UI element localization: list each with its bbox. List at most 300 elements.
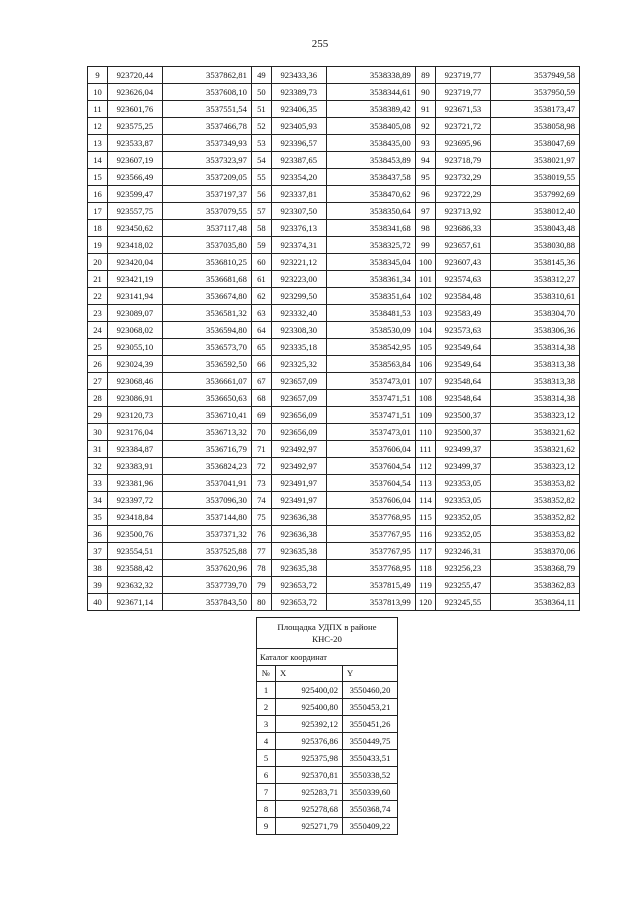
catalog-x-cell: 925271,79 <box>276 818 343 835</box>
y-value-cell: 3538313,38 <box>490 373 579 390</box>
y-value-cell: 3537473,01 <box>326 424 415 441</box>
point-number-cell: 80 <box>251 594 271 611</box>
x-value-cell: 923384,87 <box>108 441 163 458</box>
y-value-cell: 3537604,54 <box>326 458 415 475</box>
table-row <box>88 577 580 594</box>
catalog-y-cell: 3550451,26 <box>343 716 398 733</box>
y-value-cell: 3538306,36 <box>490 322 579 339</box>
point-number-cell: 37 <box>88 543 108 560</box>
x-value-cell: 923653,72 <box>271 594 326 611</box>
table-row <box>88 492 580 509</box>
catalog-title-row <box>257 618 398 649</box>
x-value-cell: 923657,09 <box>271 373 326 390</box>
coordinates-table <box>87 66 580 611</box>
x-value-cell: 923376,13 <box>271 220 326 237</box>
x-value-cell: 923492,97 <box>271 441 326 458</box>
point-number-cell: 115 <box>415 509 435 526</box>
y-value-cell: 3537117,48 <box>162 220 251 237</box>
point-number-cell: 33 <box>88 475 108 492</box>
y-value-cell: 3538145,36 <box>490 254 579 271</box>
x-value-cell: 923086,91 <box>108 390 163 407</box>
point-number-cell: 103 <box>415 305 435 322</box>
point-number-cell: 25 <box>88 339 108 356</box>
point-number-cell: 38 <box>88 560 108 577</box>
table-row <box>88 594 580 611</box>
point-number-cell: 9 <box>88 67 108 84</box>
y-value-cell: 3536650,63 <box>162 390 251 407</box>
y-value-cell: 3537349,93 <box>162 135 251 152</box>
catalog-y-cell: 3550339,60 <box>343 784 398 801</box>
point-number-cell: 12 <box>88 118 108 135</box>
y-value-cell: 3537471,51 <box>326 390 415 407</box>
point-number-cell: 92 <box>415 118 435 135</box>
point-number-cell: 23 <box>88 305 108 322</box>
catalog-number-cell: 4 <box>257 733 276 750</box>
y-value-cell: 3536674,80 <box>162 288 251 305</box>
table-row <box>88 101 580 118</box>
catalog-number-cell: 1 <box>257 682 276 699</box>
catalog-header-number: № <box>257 666 276 682</box>
point-number-cell: 57 <box>251 203 271 220</box>
catalog-row <box>257 750 398 767</box>
point-number-cell: 26 <box>88 356 108 373</box>
point-number-cell: 22 <box>88 288 108 305</box>
y-value-cell: 3538344,61 <box>326 84 415 101</box>
y-value-cell: 3538563,84 <box>326 356 415 373</box>
point-number-cell: 53 <box>251 135 271 152</box>
y-value-cell: 3537323,97 <box>162 152 251 169</box>
x-value-cell: 923575,25 <box>108 118 163 135</box>
table-row <box>88 271 580 288</box>
point-number-cell: 13 <box>88 135 108 152</box>
x-value-cell: 923657,61 <box>436 237 491 254</box>
x-value-cell: 923636,38 <box>271 526 326 543</box>
table-row <box>88 305 580 322</box>
point-number-cell: 77 <box>251 543 271 560</box>
catalog-y-cell: 3550453,21 <box>343 699 398 716</box>
x-value-cell: 923626,04 <box>108 84 163 101</box>
y-value-cell: 3536713,32 <box>162 424 251 441</box>
x-value-cell: 923533,87 <box>108 135 163 152</box>
y-value-cell: 3538058,98 <box>490 118 579 135</box>
x-value-cell: 923325,32 <box>271 356 326 373</box>
y-value-cell: 3537144,80 <box>162 509 251 526</box>
point-number-cell: 100 <box>415 254 435 271</box>
point-number-cell: 58 <box>251 220 271 237</box>
y-value-cell: 3538362,83 <box>490 577 579 594</box>
point-number-cell: 11 <box>88 101 108 118</box>
y-value-cell: 3537209,05 <box>162 169 251 186</box>
point-number-cell: 20 <box>88 254 108 271</box>
x-value-cell: 923719,77 <box>436 84 491 101</box>
catalog-row <box>257 818 398 835</box>
catalog-row <box>257 699 398 716</box>
x-value-cell: 923068,02 <box>108 322 163 339</box>
x-value-cell: 923548,64 <box>436 390 491 407</box>
y-value-cell: 3538313,38 <box>490 356 579 373</box>
table-row <box>88 475 580 492</box>
catalog-table <box>256 617 398 835</box>
x-value-cell: 923068,46 <box>108 373 163 390</box>
x-value-cell: 923383,91 <box>108 458 163 475</box>
y-value-cell: 3538530,09 <box>326 322 415 339</box>
y-value-cell: 3536716,79 <box>162 441 251 458</box>
point-number-cell: 18 <box>88 220 108 237</box>
table-row <box>88 84 580 101</box>
point-number-cell: 91 <box>415 101 435 118</box>
catalog-number-cell: 8 <box>257 801 276 818</box>
page-number: 255 <box>311 38 329 50</box>
x-value-cell: 923721,72 <box>436 118 491 135</box>
y-value-cell: 3538364,11 <box>490 594 579 611</box>
y-value-cell: 3538047,69 <box>490 135 579 152</box>
point-number-cell: 111 <box>415 441 435 458</box>
point-number-cell: 112 <box>415 458 435 475</box>
point-number-cell: 76 <box>251 526 271 543</box>
y-value-cell: 3536581,32 <box>162 305 251 322</box>
catalog-number-cell: 3 <box>257 716 276 733</box>
y-value-cell: 3536824,23 <box>162 458 251 475</box>
x-value-cell: 923719,77 <box>436 67 491 84</box>
x-value-cell: 923491,97 <box>271 475 326 492</box>
x-value-cell: 923418,84 <box>108 509 163 526</box>
x-value-cell: 923335,18 <box>271 339 326 356</box>
x-value-cell: 923607,19 <box>108 152 163 169</box>
point-number-cell: 120 <box>415 594 435 611</box>
point-number-cell: 35 <box>88 509 108 526</box>
catalog-title-line2: КНС-20 <box>312 634 342 644</box>
point-number-cell: 64 <box>251 322 271 339</box>
y-value-cell: 3537862,81 <box>162 67 251 84</box>
x-value-cell: 923245,55 <box>436 594 491 611</box>
y-value-cell: 3538435,00 <box>326 135 415 152</box>
point-number-cell: 98 <box>415 220 435 237</box>
x-value-cell: 923405,93 <box>271 118 326 135</box>
y-value-cell: 3538453,89 <box>326 152 415 169</box>
y-value-cell: 3537466,78 <box>162 118 251 135</box>
y-value-cell: 3538173,47 <box>490 101 579 118</box>
x-value-cell: 923141,94 <box>108 288 163 305</box>
point-number-cell: 10 <box>88 84 108 101</box>
point-number-cell: 28 <box>88 390 108 407</box>
point-number-cell: 66 <box>251 356 271 373</box>
table-row <box>88 237 580 254</box>
x-value-cell: 923722,29 <box>436 186 491 203</box>
y-value-cell: 3538542,95 <box>326 339 415 356</box>
point-number-cell: 93 <box>415 135 435 152</box>
y-value-cell: 3538314,38 <box>490 339 579 356</box>
x-value-cell: 923255,47 <box>436 577 491 594</box>
x-value-cell: 923632,32 <box>108 577 163 594</box>
catalog-x-cell: 925376,86 <box>276 733 343 750</box>
y-value-cell: 3537197,37 <box>162 186 251 203</box>
table-row <box>88 203 580 220</box>
x-value-cell: 923421,19 <box>108 271 163 288</box>
y-value-cell: 3538021,97 <box>490 152 579 169</box>
y-value-cell: 3538389,42 <box>326 101 415 118</box>
catalog-x-cell: 925370,81 <box>276 767 343 784</box>
y-value-cell: 3538361,34 <box>326 271 415 288</box>
x-value-cell: 923308,30 <box>271 322 326 339</box>
y-value-cell: 3537371,32 <box>162 526 251 543</box>
point-number-cell: 32 <box>88 458 108 475</box>
x-value-cell: 923406,35 <box>271 101 326 118</box>
x-value-cell: 923387,65 <box>271 152 326 169</box>
catalog-y-cell: 3550409,22 <box>343 818 398 835</box>
point-number-cell: 95 <box>415 169 435 186</box>
y-value-cell: 3537079,55 <box>162 203 251 220</box>
table-row <box>88 118 580 135</box>
x-value-cell: 923420,04 <box>108 254 163 271</box>
x-value-cell: 923588,42 <box>108 560 163 577</box>
x-value-cell: 923636,38 <box>271 509 326 526</box>
x-value-cell: 923491,97 <box>271 492 326 509</box>
y-value-cell: 3538350,64 <box>326 203 415 220</box>
point-number-cell: 96 <box>415 186 435 203</box>
point-number-cell: 110 <box>415 424 435 441</box>
point-number-cell: 16 <box>88 186 108 203</box>
y-value-cell: 3538352,82 <box>490 509 579 526</box>
x-value-cell: 923353,05 <box>436 492 491 509</box>
catalog-y-cell: 3550338,52 <box>343 767 398 784</box>
point-number-cell: 113 <box>415 475 435 492</box>
catalog-subtitle: Каталог координат <box>257 649 398 666</box>
catalog-x-cell: 925400,02 <box>276 682 343 699</box>
y-value-cell: 3537620,96 <box>162 560 251 577</box>
catalog-number-cell: 9 <box>257 818 276 835</box>
catalog-header-x: X <box>276 666 343 682</box>
point-number-cell: 75 <box>251 509 271 526</box>
y-value-cell: 3538345,04 <box>326 254 415 271</box>
catalog-row <box>257 682 398 699</box>
x-value-cell: 923635,38 <box>271 543 326 560</box>
catalog-x-cell: 925400,80 <box>276 699 343 716</box>
point-number-cell: 51 <box>251 101 271 118</box>
point-number-cell: 61 <box>251 271 271 288</box>
x-value-cell: 923671,53 <box>436 101 491 118</box>
point-number-cell: 108 <box>415 390 435 407</box>
y-value-cell: 3538353,82 <box>490 526 579 543</box>
point-number-cell: 114 <box>415 492 435 509</box>
point-number-cell: 34 <box>88 492 108 509</box>
catalog-header-y: Y <box>343 666 398 682</box>
point-number-cell: 63 <box>251 305 271 322</box>
catalog-y-cell: 3550460,20 <box>343 682 398 699</box>
table-row <box>88 220 580 237</box>
catalog-x-cell: 925375,98 <box>276 750 343 767</box>
point-number-cell: 14 <box>88 152 108 169</box>
x-value-cell: 923256,23 <box>436 560 491 577</box>
point-number-cell: 102 <box>415 288 435 305</box>
catalog-header-row <box>257 666 398 682</box>
y-value-cell: 3536710,41 <box>162 407 251 424</box>
y-value-cell: 3536573,70 <box>162 339 251 356</box>
x-value-cell: 923732,29 <box>436 169 491 186</box>
y-value-cell: 3537606,04 <box>326 441 415 458</box>
table-row <box>88 169 580 186</box>
catalog-row <box>257 716 398 733</box>
table-row <box>88 288 580 305</box>
x-value-cell: 923352,05 <box>436 509 491 526</box>
x-value-cell: 923607,43 <box>436 254 491 271</box>
y-value-cell: 3537604,54 <box>326 475 415 492</box>
y-value-cell: 3537473,01 <box>326 373 415 390</box>
x-value-cell: 923574,63 <box>436 271 491 288</box>
point-number-cell: 90 <box>415 84 435 101</box>
x-value-cell: 923557,75 <box>108 203 163 220</box>
point-number-cell: 29 <box>88 407 108 424</box>
catalog-number-cell: 6 <box>257 767 276 784</box>
x-value-cell: 923120,73 <box>108 407 163 424</box>
x-value-cell: 923671,14 <box>108 594 163 611</box>
point-number-cell: 97 <box>415 203 435 220</box>
point-number-cell: 24 <box>88 322 108 339</box>
y-value-cell: 3538370,06 <box>490 543 579 560</box>
y-value-cell: 3537608,10 <box>162 84 251 101</box>
point-number-cell: 78 <box>251 560 271 577</box>
y-value-cell: 3537041,91 <box>162 475 251 492</box>
x-value-cell: 923176,04 <box>108 424 163 441</box>
table-row <box>88 67 580 84</box>
y-value-cell: 3538470,62 <box>326 186 415 203</box>
point-number-cell: 56 <box>251 186 271 203</box>
y-value-cell: 3538312,27 <box>490 271 579 288</box>
y-value-cell: 3538437,58 <box>326 169 415 186</box>
catalog-row <box>257 767 398 784</box>
point-number-cell: 59 <box>251 237 271 254</box>
catalog-x-cell: 925392,12 <box>276 716 343 733</box>
point-number-cell: 54 <box>251 152 271 169</box>
y-value-cell: 3538481,53 <box>326 305 415 322</box>
x-value-cell: 923389,73 <box>271 84 326 101</box>
catalog-row <box>257 784 398 801</box>
y-value-cell: 3538325,72 <box>326 237 415 254</box>
table-row <box>88 356 580 373</box>
x-value-cell: 923418,02 <box>108 237 163 254</box>
point-number-cell: 55 <box>251 169 271 186</box>
catalog-subtitle-row <box>257 649 398 666</box>
x-value-cell: 923381,96 <box>108 475 163 492</box>
table-row <box>88 424 580 441</box>
y-value-cell: 3537035,80 <box>162 237 251 254</box>
table-row <box>88 390 580 407</box>
catalog-x-cell: 925283,71 <box>276 784 343 801</box>
point-number-cell: 119 <box>415 577 435 594</box>
y-value-cell: 3537992,69 <box>490 186 579 203</box>
table-row <box>88 254 580 271</box>
point-number-cell: 60 <box>251 254 271 271</box>
point-number-cell: 17 <box>88 203 108 220</box>
table-row <box>88 560 580 577</box>
table-row <box>88 526 580 543</box>
point-number-cell: 73 <box>251 475 271 492</box>
y-value-cell: 3538043,48 <box>490 220 579 237</box>
y-value-cell: 3538321,62 <box>490 441 579 458</box>
y-value-cell: 3537551,54 <box>162 101 251 118</box>
catalog-title-line1: Площадка УДПХ в районе <box>277 622 377 632</box>
point-number-cell: 94 <box>415 152 435 169</box>
point-number-cell: 74 <box>251 492 271 509</box>
point-number-cell: 104 <box>415 322 435 339</box>
y-value-cell: 3538012,40 <box>490 203 579 220</box>
x-value-cell: 923500,76 <box>108 526 163 543</box>
y-value-cell: 3538353,82 <box>490 475 579 492</box>
table-row <box>88 186 580 203</box>
table-row <box>88 152 580 169</box>
x-value-cell: 923089,07 <box>108 305 163 322</box>
y-value-cell: 3538019,55 <box>490 169 579 186</box>
catalog-table-body <box>257 618 398 835</box>
point-number-cell: 107 <box>415 373 435 390</box>
table-row <box>88 407 580 424</box>
x-value-cell: 923720,44 <box>108 67 163 84</box>
table-row <box>88 339 580 356</box>
y-value-cell: 3538314,38 <box>490 390 579 407</box>
point-number-cell: 27 <box>88 373 108 390</box>
point-number-cell: 70 <box>251 424 271 441</box>
point-number-cell: 105 <box>415 339 435 356</box>
x-value-cell: 923397,72 <box>108 492 163 509</box>
y-value-cell: 3538351,64 <box>326 288 415 305</box>
point-number-cell: 67 <box>251 373 271 390</box>
x-value-cell: 923299,50 <box>271 288 326 305</box>
point-number-cell: 52 <box>251 118 271 135</box>
point-number-cell: 118 <box>415 560 435 577</box>
y-value-cell: 3537471,51 <box>326 407 415 424</box>
point-number-cell: 79 <box>251 577 271 594</box>
y-value-cell: 3538368,79 <box>490 560 579 577</box>
catalog-number-cell: 5 <box>257 750 276 767</box>
y-value-cell: 3538341,68 <box>326 220 415 237</box>
x-value-cell: 923548,64 <box>436 373 491 390</box>
point-number-cell: 71 <box>251 441 271 458</box>
x-value-cell: 923584,48 <box>436 288 491 305</box>
point-number-cell: 117 <box>415 543 435 560</box>
x-value-cell: 923396,57 <box>271 135 326 152</box>
point-number-cell: 39 <box>88 577 108 594</box>
x-value-cell: 923549,64 <box>436 356 491 373</box>
catalog-number-cell: 7 <box>257 784 276 801</box>
x-value-cell: 923657,09 <box>271 390 326 407</box>
x-value-cell: 923500,37 <box>436 424 491 441</box>
point-number-cell: 89 <box>415 67 435 84</box>
x-value-cell: 923713,92 <box>436 203 491 220</box>
x-value-cell: 923583,49 <box>436 305 491 322</box>
y-value-cell: 3537525,88 <box>162 543 251 560</box>
point-number-cell: 69 <box>251 407 271 424</box>
catalog-number-cell: 2 <box>257 699 276 716</box>
y-value-cell: 3537813,99 <box>326 594 415 611</box>
y-value-cell: 3537767,95 <box>326 526 415 543</box>
catalog-row <box>257 801 398 818</box>
x-value-cell: 923573,63 <box>436 322 491 339</box>
y-value-cell: 3538304,70 <box>490 305 579 322</box>
x-value-cell: 923024,39 <box>108 356 163 373</box>
table-row <box>88 322 580 339</box>
x-value-cell: 923332,40 <box>271 305 326 322</box>
point-number-cell: 21 <box>88 271 108 288</box>
point-number-cell: 15 <box>88 169 108 186</box>
point-number-cell: 19 <box>88 237 108 254</box>
y-value-cell: 3538338,89 <box>326 67 415 84</box>
x-value-cell: 923337,81 <box>271 186 326 203</box>
x-value-cell: 923601,76 <box>108 101 163 118</box>
point-number-cell: 99 <box>415 237 435 254</box>
point-number-cell: 31 <box>88 441 108 458</box>
point-number-cell: 50 <box>251 84 271 101</box>
x-value-cell: 923307,50 <box>271 203 326 220</box>
y-value-cell: 3536594,80 <box>162 322 251 339</box>
